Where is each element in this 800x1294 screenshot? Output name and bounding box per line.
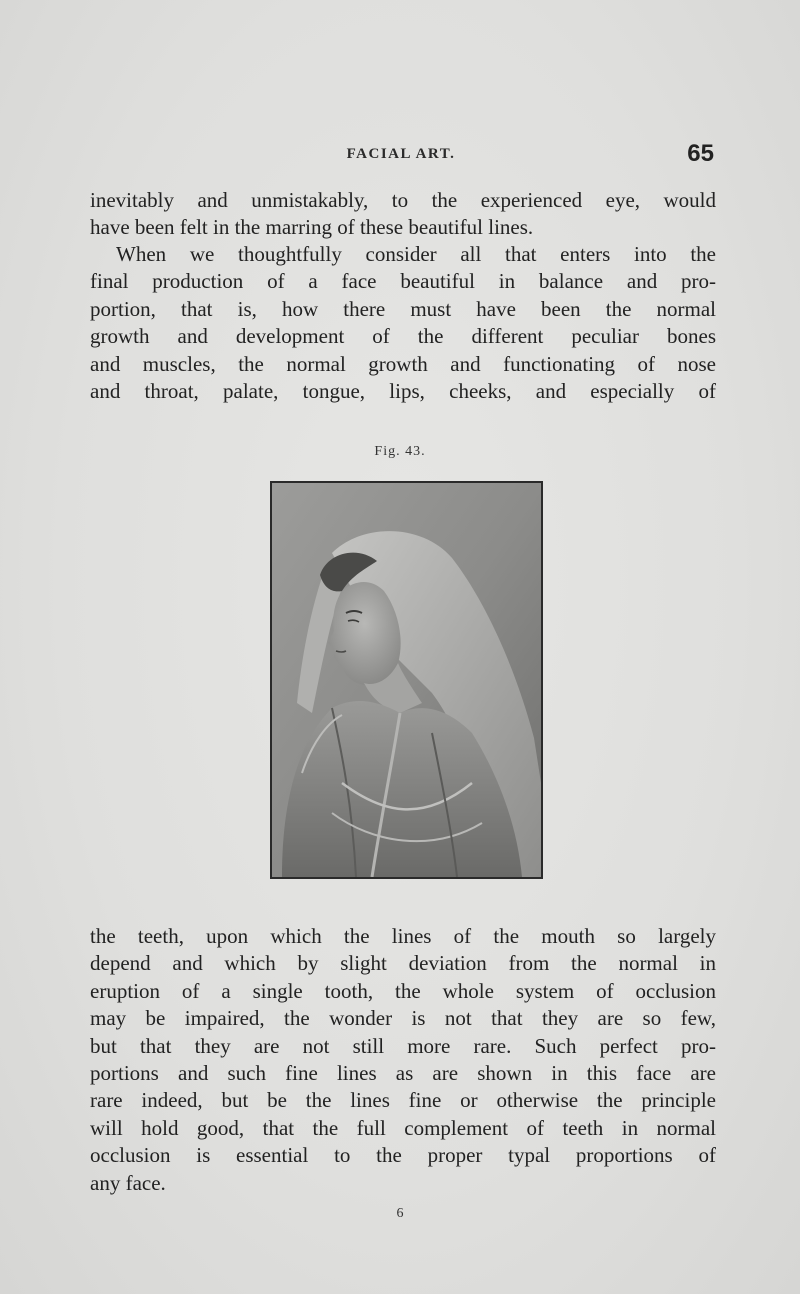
paragraph-continuation <box>90 187 716 242</box>
text-line: growth and development of the different peculiar bones <box>90 324 716 349</box>
page-number: 65 <box>687 140 714 167</box>
text-line: the teeth, upon which the lines of the mouth so largely <box>90 924 716 948</box>
text-line: portion, that is, how there must have been the normal <box>90 296 716 321</box>
text-line: and throat, palate, tongue, lips, cheeks, and especially of <box>90 379 716 404</box>
signature-folio: 6 <box>396 1206 404 1221</box>
running-title: FACIAL ART. <box>346 146 456 162</box>
text-line: When we thoughtfully consider all that enters into the <box>116 242 716 266</box>
text-line: any face. <box>90 1170 166 1195</box>
text-line: and muscles, the normal growth and functionating of nose <box>90 351 716 376</box>
text-line: eruption of a single tooth, the whole system of occlusion <box>90 978 716 1003</box>
text-line: depend and which by slight deviation from the normal in <box>90 951 716 976</box>
figure-photograph <box>270 481 543 879</box>
paragraph-consideration <box>90 241 716 405</box>
text-line: rare indeed, but be the lines fine or otherwise the principle <box>90 1088 716 1113</box>
paragraph-teeth <box>90 923 716 1197</box>
text-line: portions and such fine lines as are shown in this face are <box>90 1061 716 1086</box>
text-line: have been felt in the marring of these beautiful lines. <box>90 215 534 240</box>
text-line: occlusion is essential to the proper typal proportions of <box>90 1143 716 1168</box>
text-line: inevitably and unmistakably, to the experienced eye, would <box>90 188 716 212</box>
text-line: will hold good, that the full complement of teeth in normal <box>90 1115 716 1140</box>
running-head <box>88 140 714 176</box>
text-line: may be impaired, the wonder is not that they are so few, <box>90 1006 716 1031</box>
text-line: but that they are not still more rare. Such perfect pro- <box>90 1033 716 1058</box>
figure-caption: Fig. 43. <box>374 444 426 459</box>
portrait-illustration <box>272 483 541 877</box>
text-line: final production of a face beautiful in balance and pro- <box>90 269 716 294</box>
